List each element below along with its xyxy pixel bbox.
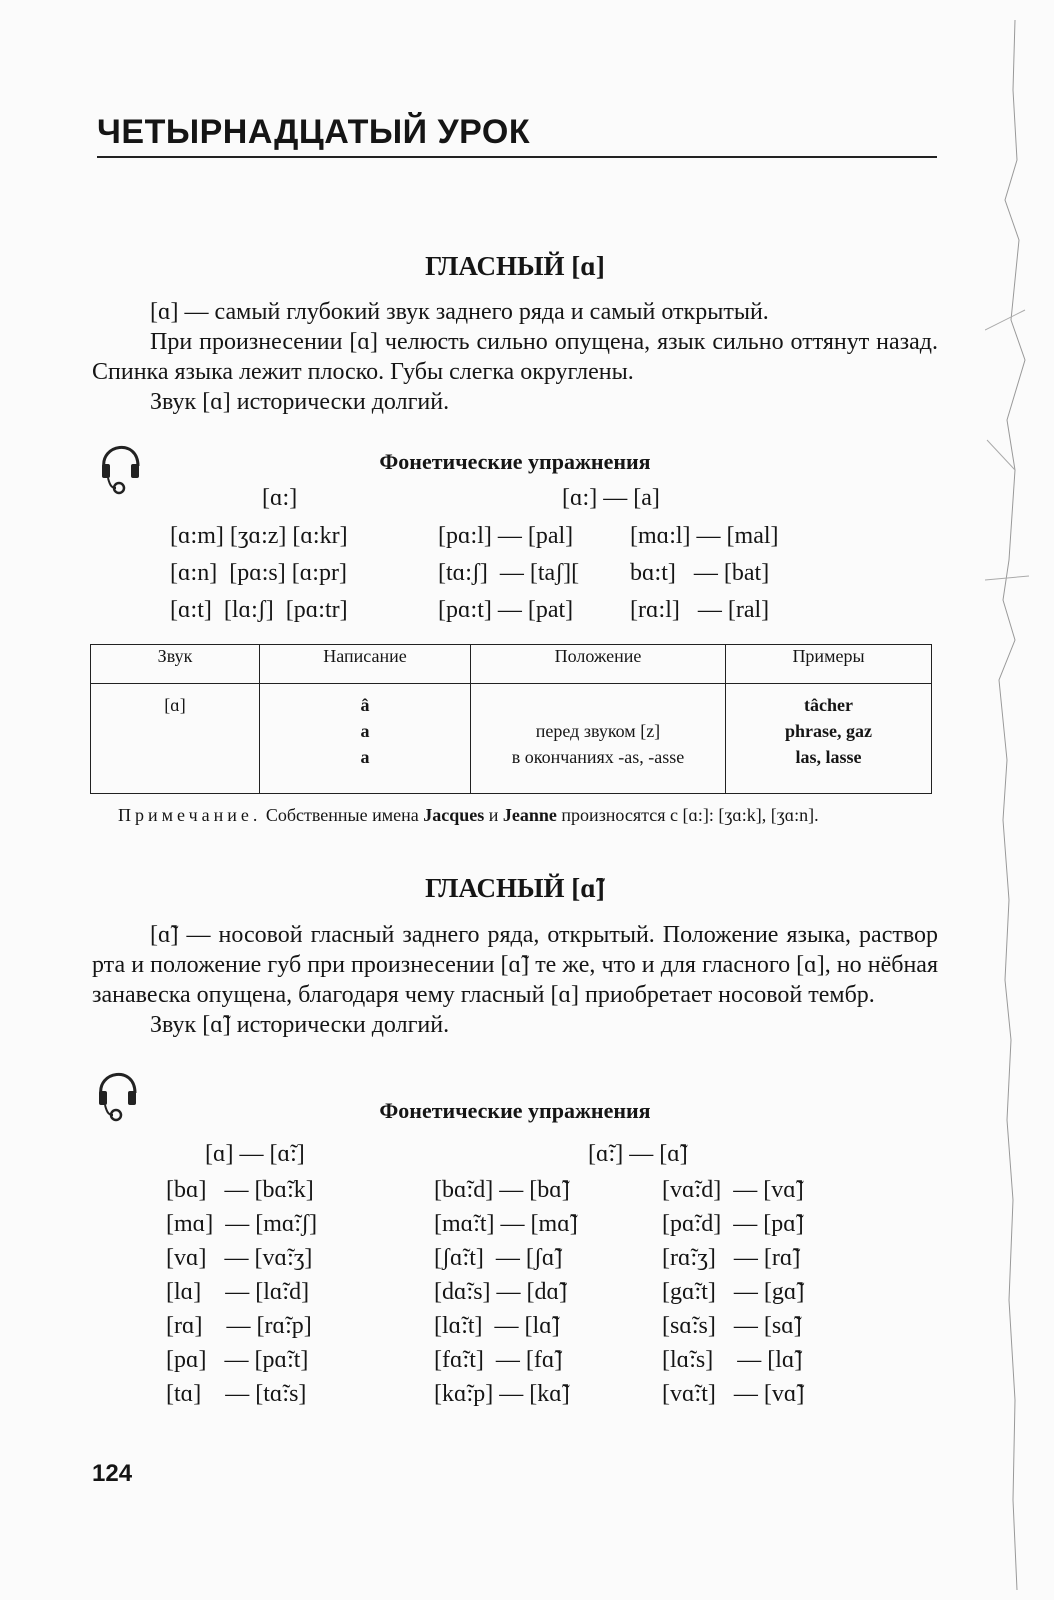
table-row [91,684,932,794]
exercise-row: [pɑ] — [pɑ̃:t] [166,1347,309,1373]
exercise-row: [bɑ̃:d] — [bɑ̃] [434,1177,570,1203]
spelling: a [360,721,370,741]
exercise-row: [gɑ̃:t] — [gɑ̃] [662,1279,805,1305]
exercise-column-header: [ɑ] — [ɑ̃:] [205,1141,305,1167]
table-header: Примеры [726,645,932,684]
section1-exercises-title: Фонетические упражнения [379,449,651,474]
exercise-row: [dɑ̃:s] — [dɑ̃] [434,1279,568,1305]
exercise-row: [vɑ̃:d] — [vɑ̃] [662,1177,804,1203]
exercise-row: [ɑ:t] [lɑ:ʃ] [pɑ:tr] [170,597,348,623]
exercise-row: [mɑ:l] — [mal] [630,523,779,549]
chapter-title: ЧЕТЫРНАДЦАТЫЙ УРОК [97,112,937,158]
exercise-row: [lɑ] — [lɑ̃:d] [166,1279,310,1305]
table-cell-sound [91,684,260,794]
spelling-table [90,644,932,794]
exercise-row: [rɑ̃:ʒ] — [rɑ̃] [662,1245,801,1271]
note-label: Примечание. [118,805,262,825]
table-cell-position [471,684,726,794]
example: las, lasse [795,747,862,767]
exercise-row: [mɑ̃:t] — [mɑ̃] [434,1211,578,1237]
section2-heading: ГЛАСНЫЙ [ɑ̃] [425,873,605,903]
table-header: Написание [260,645,471,684]
example: tâcher [804,695,853,715]
exercise-row: [pɑ:t] — [pat] [438,597,574,623]
exercise-row: [ʃɑ̃:t] — [ʃɑ̃] [434,1245,563,1271]
table-cell-examples [726,684,932,794]
table-header-row [91,645,932,684]
exercise-row: [lɑ̃:t] — [lɑ̃] [434,1313,560,1339]
section2-paragraph: [ɑ̃] — носовой гласный заднего ряда, открытый. Положение языка, раствор рта и положение губ при произнесении [ɑ̃] те же, что и для гласного [ɑ], но нёбная занавеска опущена, благодаря чему гласный [ɑ] приобретает носовой тембр. [92,922,938,1008]
exercise-row: [kɑ̃:p] — [kɑ̃] [434,1381,570,1407]
exercise-row: [pɑ:l] — [pal] [438,523,574,549]
exercise-row: [mɑ] — [mɑ̃:ʃ] [166,1211,318,1237]
note-text: произносятся с [ɑ:]: [ʒɑ:k], [ʒɑ:n]. [556,805,819,825]
page-edge-decoration [985,0,1045,1600]
note-text: и [484,805,503,825]
position: перед звуком [z] [535,721,661,741]
exercise-row: [rɑ:l] — [ral] [630,597,770,623]
section1-paragraph: Звук [ɑ] исторически долгий. [150,389,450,415]
exercise-row: [ɑ:n] [pɑ:s] [ɑ:pr] [170,560,347,586]
example: phrase, gaz [785,721,872,741]
exercise-row: [vɑ] — [vɑ̃:ʒ] [166,1245,313,1271]
table-header: Звук [91,645,260,684]
section1-paragraph: [ɑ] — самый глубокий звук заднего ряда и самый открытый. [150,299,769,325]
note-name: Jacques [423,805,485,825]
section1-text [92,297,938,417]
spelling: a [360,747,370,767]
page-number: 124 [92,1460,133,1487]
note-text: Собственные имена [261,805,424,825]
exercise-row: [lɑ̃:s] — [lɑ̃] [662,1347,803,1373]
section1-heading: ГЛАСНЫЙ [ɑ] [425,251,605,281]
section2-text [92,920,938,1040]
position [472,692,724,718]
note [92,802,938,828]
exercise-row: [sɑ̃:s] — [sɑ̃] [662,1313,802,1339]
exercise-column-header: [ɑ:] — [a] [562,485,660,511]
exercise-row: [fɑ̃:t] — [fɑ̃] [434,1347,563,1373]
exercise-row: bɑ:t] — [bat] [630,560,770,586]
sound-symbol: [ɑ] [164,695,186,715]
table-cell-spelling [260,684,471,794]
section2-paragraph: Звук [ɑ̃] исторически долгий. [150,1012,450,1038]
exercise-row: [tɑ] — [tɑ̃:s] [166,1381,307,1407]
exercise-row: [rɑ] — [rɑ̃:p] [166,1313,312,1339]
exercise-row: [vɑ̃:t] — [vɑ̃] [662,1381,805,1407]
note-name: Jeanne [502,805,557,825]
exercise-row: [pɑ̃:d] — [pɑ̃] [662,1211,804,1237]
position: в окончаниях -as, -asse [511,747,685,767]
exercise-row: [bɑ] — [bɑ̃:k] [166,1177,314,1203]
exercise-column-header: [ɑ:] [262,485,298,511]
spelling: â [360,695,370,715]
exercise-column-header: [ɑ̃:] — [ɑ̃] [588,1141,688,1167]
section1-paragraph: При произнесении [ɑ] челюсть сильно опущена, язык сильно оттянут назад. Спинка языка лежит плоско. Губы слегка округлены. [92,329,938,385]
exercise-row: [ɑ:m] [ʒɑ:z] [ɑ:kr] [170,523,348,549]
section2-exercises-title: Фонетические упражнения [379,1098,651,1123]
exercise-row: [tɑ:ʃ] — [taʃ][ [438,560,580,586]
table-header: Положение [471,645,726,684]
